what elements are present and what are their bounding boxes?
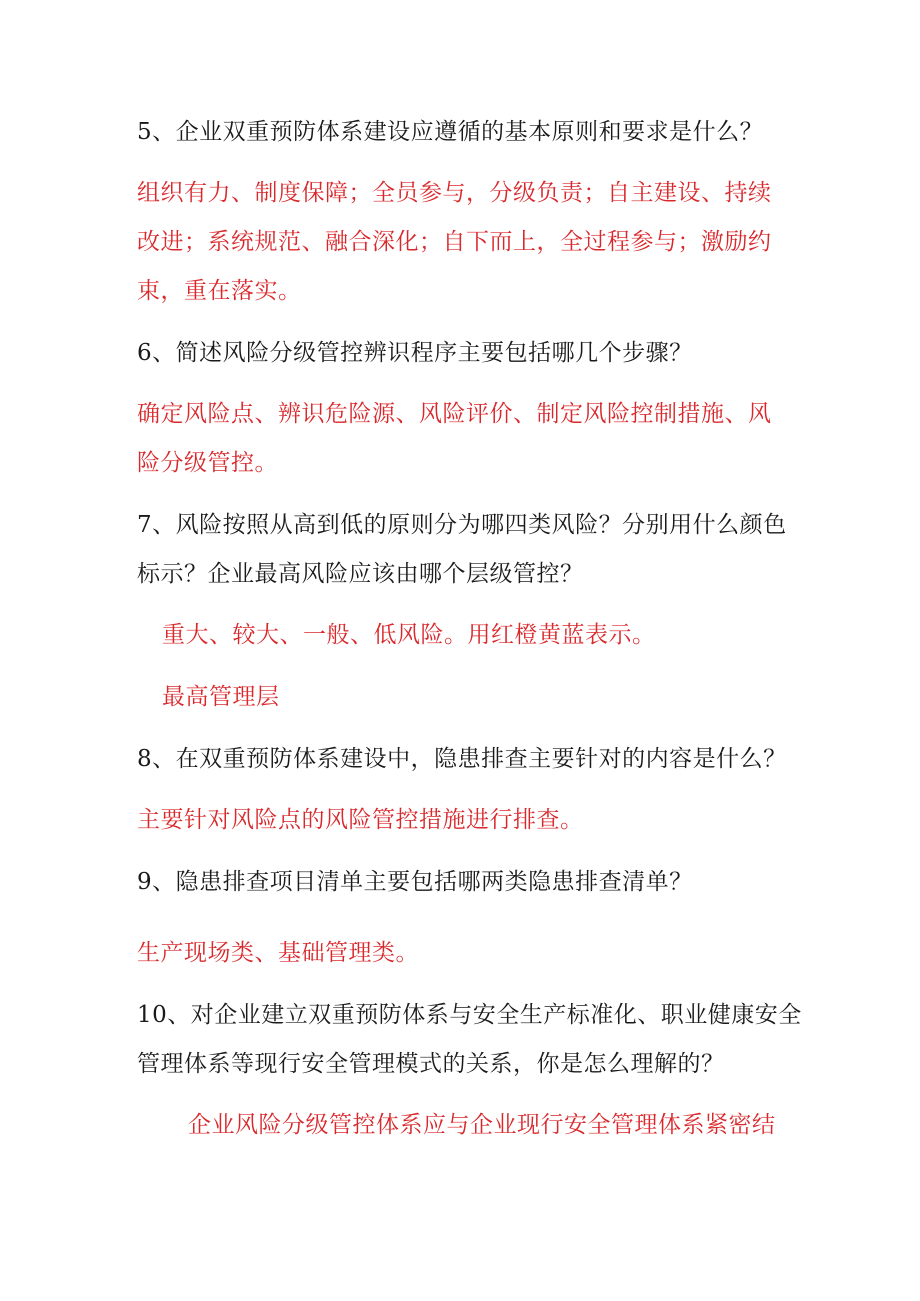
answer-5-line-2: 改进；系统规范、融合深化；自下而上，全过程参与；激励约 xyxy=(137,229,772,255)
question-5-line-1: 5、企业双重预防体系建设应遵循的基本原则和要求是什么？ xyxy=(137,119,764,145)
question-6-line-1: 6、简述风险分级管控辨识程序主要包括哪几个步骤？ xyxy=(137,340,693,366)
answer-5-line-3: 束，重在落实。 xyxy=(137,278,302,304)
question-10-line-2: 管理体系等现行安全管理模式的关系，你是怎么理解的？ xyxy=(137,1051,725,1077)
question-8-line-1: 8、在双重预防体系建设中，隐患排查主要针对的内容是什么？ xyxy=(137,746,787,772)
answer-5-line-1: 组织有力、制度保障；全员参与，分级负责；自主建设、持续 xyxy=(137,180,772,206)
answer-9-line-1: 生产现场类、基础管理类。 xyxy=(137,940,419,966)
answer-10-line-1: 企业风险分级管控体系应与企业现行安全管理体系紧密结 xyxy=(188,1112,776,1138)
answer-6-line-2: 险分级管控。 xyxy=(137,450,278,476)
answer-8-line-1: 主要针对风险点的风险管控措施进行排查。 xyxy=(137,807,584,833)
question-7-line-1: 7、风险按照从高到低的原则分为哪四类风险？分别用什么颜色 xyxy=(137,512,787,538)
answer-7-line-1: 重大、较大、一般、低风险。用红橙黄蓝表示。 xyxy=(162,622,656,648)
question-9-line-1: 9、隐患排查项目清单主要包括哪两类隐患排查清单？ xyxy=(137,869,693,895)
answer-6-line-1: 确定风险点、辨识危险源、风险评价、制定风险控制措施、风 xyxy=(137,401,772,427)
question-10-line-1: 10、对企业建立双重预防体系与安全生产标准化、职业健康安全 xyxy=(137,1002,802,1028)
question-7-line-2: 标示？企业最高风险应该由哪个层级管控？ xyxy=(137,561,584,587)
answer-7-line-2: 最高管理层 xyxy=(162,684,280,710)
